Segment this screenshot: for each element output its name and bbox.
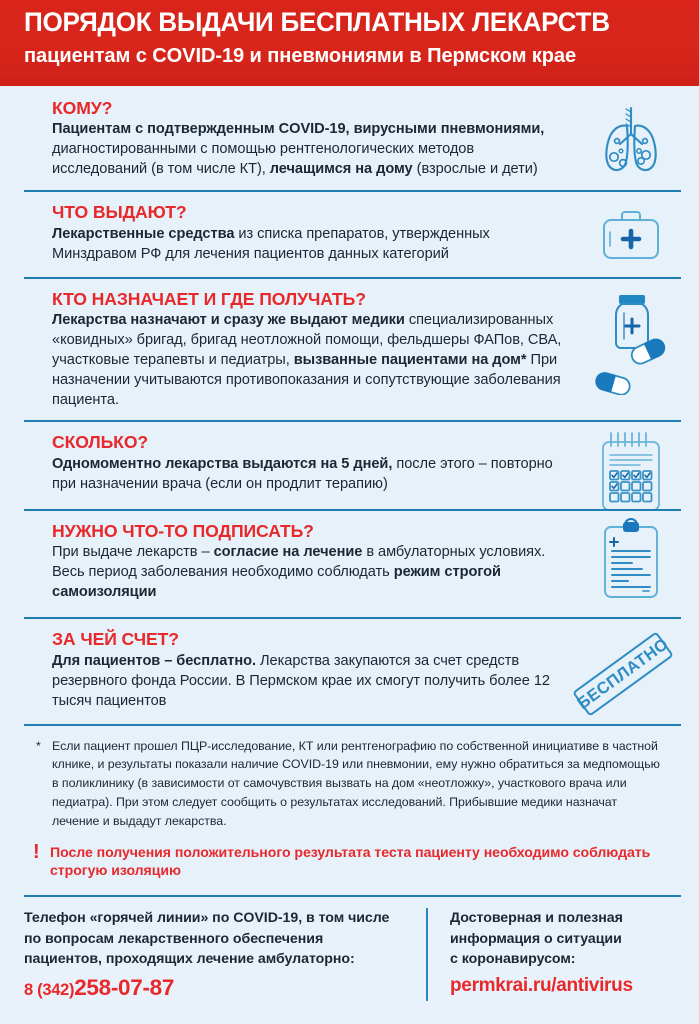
section-body [52,543,571,603]
text-run: При назначении учитываются противопоказания и сопутствующие заболевания пациента. [52,352,561,409]
section-title: НУЖНО ЧТО-ТО ПОДПИСАТЬ? [52,520,314,541]
section-body [52,455,571,495]
phone-number: 258-07-87 [74,974,175,1000]
text-run: в амбулаторных условиях. Весь период заболевания необходимо соблюдать [52,544,546,581]
website-line-2: информация о ситуации [450,930,622,947]
lungs-icon [583,100,679,174]
warning-text: После получения положительного результата теста пациенту необходимо соблюдать строгую изоляцию [50,843,651,879]
hotline-line-1: Телефон «горячей линии» по COVID-19, в том числе [24,909,390,926]
text-run: вызванные пациентами на дом* [293,352,527,369]
hotline-phone[interactable] [24,975,410,1001]
section-title: ЧТО ВЫДАЮТ? [52,202,187,223]
website-block [428,908,681,1001]
first-aid-kit-icon [583,208,679,270]
text-run: из списка препаратов, утвержденных Минздравом РФ для лечения пациентов данных категорий [52,225,490,262]
clipboard-document-icon [583,517,679,605]
medicine-bottle-pills-icon [583,291,679,395]
section-body [52,311,571,411]
free-stamp-icon [565,633,677,717]
section-title: СКОЛЬКО? [52,432,149,453]
section-title: КТО НАЗНАЧАЕТ И ГДЕ ПОЛУЧАТЬ? [52,288,366,309]
footnote [24,724,681,837]
content-area [0,86,699,1000]
text-run: после этого – повторно при назначении врача (если он продлит терапию) [52,455,553,492]
footer [24,897,681,1001]
website-line-3: с коронавирусом: [450,951,576,968]
section-chto-vydayut [24,190,681,276]
hotline-line-3: пациентов, проходящих лечение амбулаторно: [24,951,355,968]
text-run: Лекарства закупаются за счет средств резервного фонда России. В Пермском крае их смогут получить более 12 тысяч пациентов [52,652,550,709]
text-run: При выдаче лекарств – [52,544,214,561]
section-body [52,652,571,712]
text-run: Лекарственные средства [52,225,235,242]
section-body [52,120,571,180]
section-kto-naznachaet [24,277,681,420]
section-podpisat [24,509,681,617]
text-run: диагностированными с помощью рентгенологических методов исследований (в том числе КТ), [52,141,475,178]
stamp-label: БЕСПЛАТНО [572,631,674,716]
section-komu [24,86,681,190]
warning-note [24,841,681,886]
hotline-block [24,908,428,1001]
text-run: лечащимся на дому [269,161,413,178]
website-url[interactable]: permkrai.ru/antivirus [450,974,633,996]
text-run: (взрослые и дети) [412,161,538,178]
header-banner [0,0,699,86]
section-body [52,225,571,265]
text-run: режим строгой самоизоляции [52,564,501,601]
hotline-line-2: по вопросам лекарственного обеспечения [24,930,324,947]
text-run: Лекарства назначают и сразу же выдают медики [52,312,405,329]
footnote-text: Если пациент прошел ПЦР-исследование, КТ или рентгенографию по собственной инициативе в частной клнике, и результаты показали наличие COVID-19 или пневмонии, ему нужно обратиться за медпомощью в поликлинику (в зависимости от самочувствия вызвать на дом «неотложку», участкового врача или педиатра). При этом следует сообщить о результатах исследований. Прибывшие медики назначат лечение и выдадут лекарства. [52,738,660,828]
section-title: ЗА ЧЕЙ СЧЕТ? [52,629,179,650]
footnote-marker: * [36,738,41,753]
text-run: Одномоментно лекарства выдаются на 5 дней, [52,455,393,472]
website-line-1: Достоверная и полезная [450,909,623,926]
page-subtitle: пациентам с COVID-19 и пневмониями в Пермском крае [24,44,577,67]
text-run: Пациентам с подтвержденным COVID-19, вирусными пневмониями, [52,121,545,138]
text-run: специализированных «ковидных» бригад, бригад неотложной помощи, фельдшеры ФАПов, СВА, участковые терапевты и педиатры, [52,312,562,369]
section-skolko [24,420,681,508]
text-run: Для пациентов – бесплатно. [52,652,256,669]
section-title: КОМУ? [52,98,113,118]
phone-area-code: 8 (342) [24,980,75,999]
text-run: согласие на лечение [213,544,363,561]
calendar-checks-icon [583,430,679,516]
page-title: ПОРЯДОК ВЫДАЧИ БЕСПЛАТНЫХ ЛЕКАРСТВ [24,7,610,37]
exclamation-icon: ! [33,840,40,863]
section-za-chey-schet [24,617,681,723]
